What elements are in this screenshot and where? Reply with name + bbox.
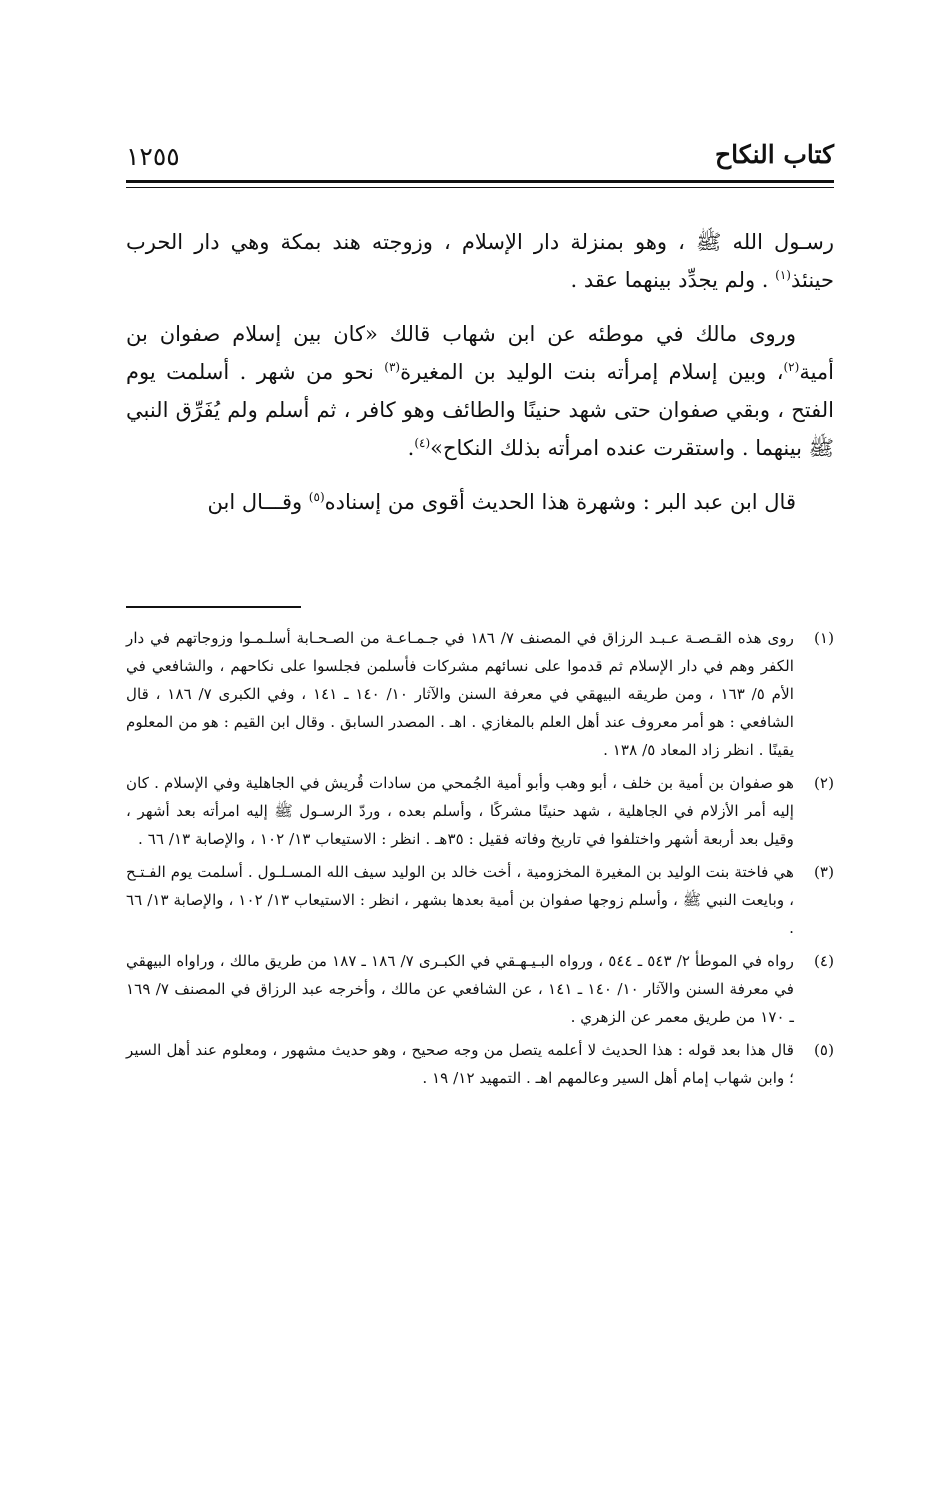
footnote-2 (126, 769, 834, 853)
footnote-text: روى هذه القـصـة عـبـد الرزاق في المصنف ٧/ ١٨٦ في جـمـاعـة من الصـحـابة أسلـمـوا وزوجاتهم في دار الكفر وهم في دار الإسلام ثم قدموا على نسائهم مشركات فأسلمن فجلسوا على نكاحهم ، والشافعي في الأم ٥/ ١٦٣ ، ومن طريقه البيهقي في معرفة السنن والآثار ١٠/ ١٤٠ ـ ١٤١ ، وفي الكبرى ٧/ ١٨٦ ، قال الشافعي : هو أمر معروف عند أهل العلم بالمغازي . اهـ . المصدر السابق . وقال ابن القيم : هو من المعلوم يقينًا . انظر زاد المعاد ٥/ ١٣٨ . (126, 629, 795, 759)
page-number: ١٢٥٥ (126, 142, 180, 171)
p2-text-a: وروى مالك في موطئه عن ابن شهاب قالك «كان بين إسلام صفوان بن أمية (126, 322, 834, 384)
footnote-text: هي فاختة بنت الوليد بن المغيرة المخزومية ، أخت خالد بن الوليد سيف الله المسـلـول . أسلمت يوم الفـتـح ، وبايعت النبي ﷺ ، وأسلم زوجها صفوان بن أمية بعدها بشهر ، انظر : الاستيعاب ١٣/ ١٠٢ ، والإصابة ١٣/ ٦٦ . (126, 863, 794, 937)
main-text (126, 223, 834, 537)
paragraph-1 (126, 223, 834, 299)
footnote-ref-5[interactable]: (٥) (308, 490, 325, 504)
header-rule-thin (126, 187, 834, 188)
paragraph-3 (126, 483, 834, 521)
footnote-separator (126, 606, 301, 608)
footnote-ref-2[interactable]: (٢) (783, 360, 800, 374)
footnote-number: (٢) (813, 774, 834, 792)
p1-text: رسـول الله ﷺ ، وهو بمنزلة دار الإسلام ، وزوجته هند بمكة وهي دار الحرب حينئذ (126, 230, 834, 292)
page-header (126, 140, 834, 180)
footnote-text: قال هذا بعد قوله : هذا الحديث لا أعلمه يتصل من وجه صحيح ، وهو حديث مشهور ، ومعلوم عند أهل السير ؛ وابن شهاب إمام أهل السير وعالمهم اهـ . التمهيد ١٢/ ١٩ . (126, 1041, 794, 1087)
footnote-ref-3[interactable]: (٣) (384, 360, 401, 374)
header-rule-thick (126, 180, 834, 183)
footnote-number: (٣) (813, 863, 834, 881)
p1-end-text: . ولم يجدِّد بينهما عقد . (570, 268, 769, 292)
p3-text-a: قال ابن عبد البر : وشهرة هذا الحديث أقوى من إسناده (324, 490, 796, 514)
footnote-text: هو صفوان بن أمية بن خلف ، أبو وهب وأبو أمية الجُمحي من سادات قُريش في الجاهلية وفي الإسلام . كان إليه أمر الأزلام في الجاهلية ، شهد حنينًا مشركًا ، وأسلم بعده ، وردّ الرسـول ﷺ إليه امرأته بعد أشهر ، وقيل بعد أربعة أشهر واختلفوا في تاريخ وفاته فقيل : ٣٥هـ . انظر : الاستيعاب ١٣/ ١٠٢ ، والإصابة ١٣/ ٦٦ . (126, 774, 794, 848)
footnote-4 (126, 947, 834, 1031)
chapter-title: كتاب النكاح (715, 140, 834, 169)
footnote-number: (٤) (813, 952, 834, 970)
footnotes (126, 624, 834, 1097)
footnote-number: (١) (813, 629, 834, 647)
paragraph-2 (126, 315, 834, 467)
p2-text-b: ، وبين إسلام إمرأته بنت الوليد بن المغيرة (400, 360, 784, 384)
footnote-text: رواه في الموطأ ٢/ ٥٤٣ ـ ٥٤٤ ، ورواه البـيـهـقي في الكبـرى ٧/ ١٨٦ ـ ١٨٧ من طريق مالك ، وراواه البيهقي في معرفة السنن والآثار ١٠/ ١٤٠ ـ ١٤١ ، عن الشافعي عن مالك ، وأخرجه عبد الرزاق في المصنف ٧/ ١٦٩ ـ ١٧٠ من طريق معمر عن الزهري . (126, 952, 795, 1026)
p3-text-b: وقـــال ابن (207, 490, 309, 514)
footnote-3 (126, 858, 834, 942)
p2-end-text: . (407, 436, 415, 460)
footnote-1 (126, 624, 834, 764)
p2-text-c: نحو من شهر . أسلمت يوم الفتح ، وبقي صفوان حتى شهد حنينًا والطائف وهو كافر ، ثم أسلم ولم يُفَرِّق النبي ﷺ بينهما . واستقرت عنده امرأته بذلك النكاح» (126, 360, 834, 460)
footnote-5 (126, 1036, 834, 1092)
footnote-ref-4[interactable]: (٤) (414, 436, 431, 450)
footnote-number: (٥) (813, 1041, 834, 1059)
footnote-ref-1[interactable]: (١) (775, 268, 791, 282)
